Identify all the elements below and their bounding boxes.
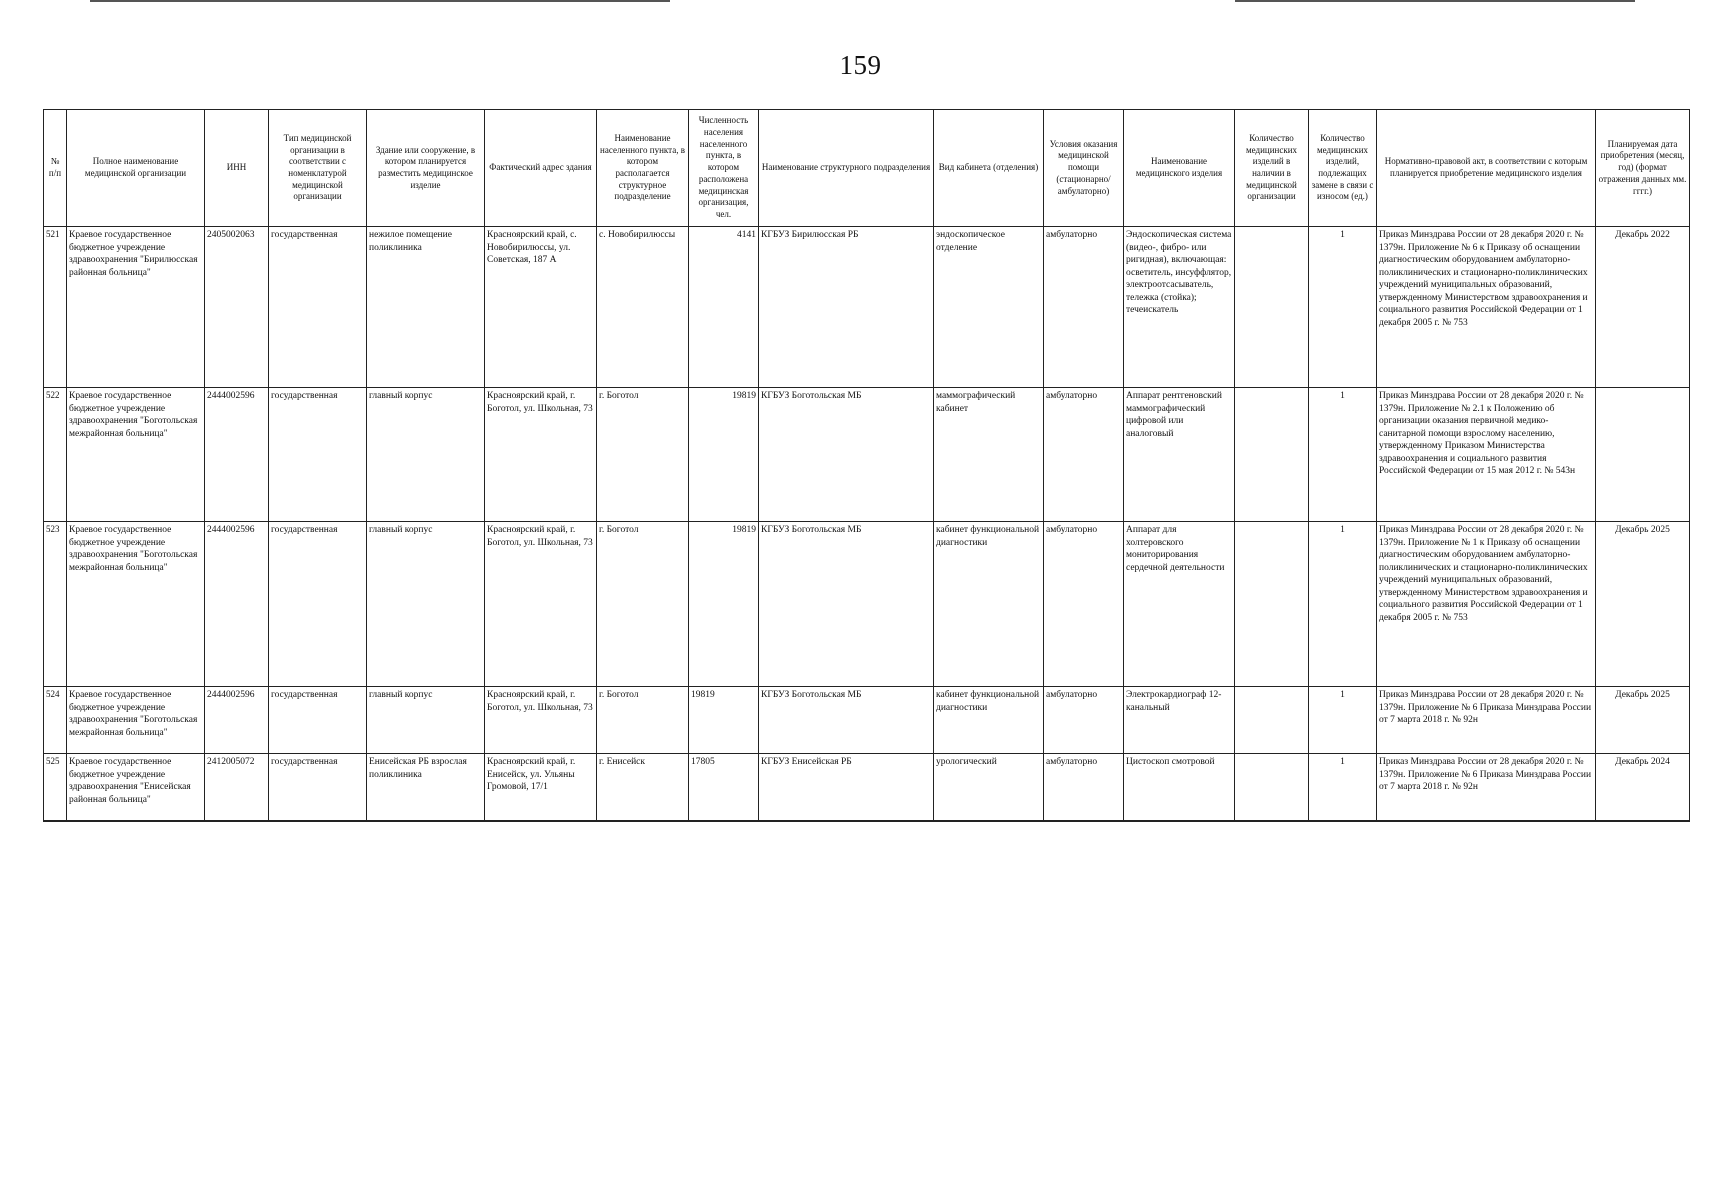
org-type: государственная <box>269 227 367 388</box>
col-header-address: Фактический адрес здания <box>485 110 597 227</box>
col-header-available: Количество медицинских изделий в наличии в медицинской организации <box>1235 110 1309 227</box>
org-name: Краевое государственное бюджетное учреждение здравоохранения "Боготольская межрайонная больница" <box>67 687 205 754</box>
planned-date: Декабрь 2022 <box>1596 227 1690 388</box>
col-header-device: Наименование медицинского изделия <box>1124 110 1235 227</box>
col-header-date: Планируемая дата приобретения (месяц, год) (формат отражения данных мм. гггг.) <box>1596 110 1690 227</box>
legal-act: Приказ Минздрава России от 28 декабря 2020 г. № 1379н. Приложение № 6 к Приказу об оснащении диагностическим оборудованием амбулаторно-поликлинических и стационарно-поликлинических учреждений муниципальных образований, утвержденному Министерством здравоохранения и социального развития Российской Федерации от 1 декабря 2005 г. № 753 <box>1377 227 1596 388</box>
col-header-inn: ИНН <box>205 110 269 227</box>
table-row <box>44 522 1690 687</box>
legal-act: Приказ Минздрава России от 28 декабря 2020 г. № 1379н. Приложение № 6 Приказа Минздрава России от 7 марта 2018 г. № 92н <box>1377 687 1596 754</box>
device-name: Цистоскоп смотровой <box>1124 754 1235 822</box>
replace-count: 1 <box>1309 687 1377 754</box>
col-header-locality: Наименование населенного пункта, в котором располагается структурное подразделение <box>597 110 689 227</box>
building: Енисейская РБ взрослая поликлиника <box>367 754 485 822</box>
org-name: Краевое государственное бюджетное учреждение здравоохранения "Енисейская районная больница" <box>67 754 205 822</box>
planned-date: Декабрь 2025 <box>1596 687 1690 754</box>
org-name: Краевое государственное бюджетное учреждение здравоохранения "Боготольская межрайонная больница" <box>67 522 205 687</box>
top-border-right <box>1235 0 1635 2</box>
cabinet: эндоскопическое отделение <box>934 227 1044 388</box>
col-header-building: Здание или сооружение, в котором планируется разместить медицинское изделие <box>367 110 485 227</box>
device-name: Аппарат рентгеновский маммографический цифровой или аналоговый <box>1124 388 1235 522</box>
address: Красноярский край, г. Енисейск, ул. Ульяны Громовой, 17/1 <box>485 754 597 822</box>
planned-date: Декабрь 2025 <box>1596 522 1690 687</box>
col-header-unit: Наименование структурного подразделения <box>759 110 934 227</box>
locality: с. Новобирилюссы <box>597 227 689 388</box>
col-header-conditions: Условия оказания медицинской помощи (стационарно/ амбулаторно) <box>1044 110 1124 227</box>
device-name: Эндоскопическая система (видео-, фибро- или ригидная), включающая: осветитель, инсуффлятор, электроотсасыватель, тележка (стойка); течеискатель <box>1124 227 1235 388</box>
col-header-act: Нормативно-правовой акт, в соответствии с которым планируется приобретение медицинского изделия <box>1377 110 1596 227</box>
available-count <box>1235 227 1309 388</box>
col-header-type: Тип медицинской организации в соответствии с номенклатурой медицинской организации <box>269 110 367 227</box>
cabinet: кабинет функциональной диагностики <box>934 522 1044 687</box>
org-name: Краевое государственное бюджетное учреждение здравоохранения "Боготольская межрайонная больница" <box>67 388 205 522</box>
address: Красноярский край, г. Боготол, ул. Школьная, 73 <box>485 522 597 687</box>
inn: 2412005072 <box>205 754 269 822</box>
building: главный корпус <box>367 522 485 687</box>
cabinet: маммографический кабинет <box>934 388 1044 522</box>
page-number: 159 <box>839 50 882 80</box>
building: главный корпус <box>367 388 485 522</box>
inn: 2444002596 <box>205 687 269 754</box>
population: 19819 <box>689 687 759 754</box>
structural-unit: КГБУЗ Енисейская РБ <box>759 754 934 822</box>
structural-unit: КГБУЗ Боготольская МБ <box>759 522 934 687</box>
col-header-number: № п/п <box>44 110 67 227</box>
row-number: 523 <box>44 522 67 687</box>
planned-date <box>1596 388 1690 522</box>
equipment-table <box>43 109 1690 822</box>
table-row <box>44 687 1690 754</box>
locality: г. Боготол <box>597 388 689 522</box>
top-border-left <box>90 0 670 2</box>
population: 19819 <box>689 388 759 522</box>
legal-act: Приказ Минздрава России от 28 декабря 2020 г. № 1379н. Приложение № 2.1 к Положению об организации оказания первичной медико-санитарной помощи взрослому населению, утвержденному Приказом Министерства здравоохранения и социального развития Российской Федерации от 15 мая 2012 г. № 543н <box>1377 388 1596 522</box>
building: главный корпус <box>367 687 485 754</box>
replace-count: 1 <box>1309 227 1377 388</box>
conditions: амбулаторно <box>1044 754 1124 822</box>
inn: 2444002596 <box>205 388 269 522</box>
inn: 2444002596 <box>205 522 269 687</box>
table-row <box>44 227 1690 388</box>
population: 19819 <box>689 522 759 687</box>
locality: г. Енисейск <box>597 754 689 822</box>
cabinet: кабинет функциональной диагностики <box>934 687 1044 754</box>
col-header-cabinet: Вид кабинета (отделения) <box>934 110 1044 227</box>
table-row <box>44 388 1690 522</box>
conditions: амбулаторно <box>1044 687 1124 754</box>
org-type: государственная <box>269 522 367 687</box>
building: нежилое помещение поликлиника <box>367 227 485 388</box>
col-header-population: Численность населения населенного пункта, в котором расположена медицинская организация, чел. <box>689 110 759 227</box>
available-count <box>1235 388 1309 522</box>
row-number: 525 <box>44 754 67 822</box>
device-name: Аппарат для холтеровского мониторирования сердечной деятельности <box>1124 522 1235 687</box>
conditions: амбулаторно <box>1044 522 1124 687</box>
available-count <box>1235 522 1309 687</box>
cabinet: урологический <box>934 754 1044 822</box>
org-type: государственная <box>269 754 367 822</box>
org-type: государственная <box>269 388 367 522</box>
conditions: амбулаторно <box>1044 227 1124 388</box>
device-name: Электрокардиограф 12-канальный <box>1124 687 1235 754</box>
legal-act: Приказ Минздрава России от 28 декабря 2020 г. № 1379н. Приложение № 1 к Приказу об оснащении диагностическим оборудованием амбулаторно-поликлинических и стационарно-поликлинических учреждений муниципальных образований, утвержденному Министерством здравоохранения и социального развития Российской Федерации от 1 декабря 2005 г. № 753 <box>1377 522 1596 687</box>
row-number: 522 <box>44 388 67 522</box>
address: Красноярский край, г. Боготол, ул. Школьная, 73 <box>485 687 597 754</box>
conditions: амбулаторно <box>1044 388 1124 522</box>
row-number: 524 <box>44 687 67 754</box>
structural-unit: КГБУЗ Боготольская МБ <box>759 388 934 522</box>
org-name: Краевое государственное бюджетное учреждение здравоохранения "Бирилюсская районная больница" <box>67 227 205 388</box>
col-header-replace: Количество медицинских изделий, подлежащих замене в связи с износом (ед.) <box>1309 110 1377 227</box>
address: Красноярский край, с. Новобирилюссы, ул. Советская, 187 А <box>485 227 597 388</box>
replace-count: 1 <box>1309 522 1377 687</box>
table-row <box>44 754 1690 822</box>
row-number: 521 <box>44 227 67 388</box>
structural-unit: КГБУЗ Бирилюсская РБ <box>759 227 934 388</box>
population: 17805 <box>689 754 759 822</box>
replace-count: 1 <box>1309 388 1377 522</box>
available-count <box>1235 687 1309 754</box>
inn: 2405002063 <box>205 227 269 388</box>
col-header-org: Полное наименование медицинской организации <box>67 110 205 227</box>
planned-date: Декабрь 2024 <box>1596 754 1690 822</box>
legal-act: Приказ Минздрава России от 28 декабря 2020 г. № 1379н. Приложение № 6 Приказа Минздрава России от 7 марта 2018 г. № 92н <box>1377 754 1596 822</box>
address: Красноярский край, г. Боготол, ул. Школьная, 73 <box>485 388 597 522</box>
population: 4141 <box>689 227 759 388</box>
header-row <box>44 110 1690 227</box>
org-type: государственная <box>269 687 367 754</box>
replace-count: 1 <box>1309 754 1377 822</box>
available-count <box>1235 754 1309 822</box>
locality: г. Боготол <box>597 522 689 687</box>
locality: г. Боготол <box>597 687 689 754</box>
structural-unit: КГБУЗ Боготольская МБ <box>759 687 934 754</box>
